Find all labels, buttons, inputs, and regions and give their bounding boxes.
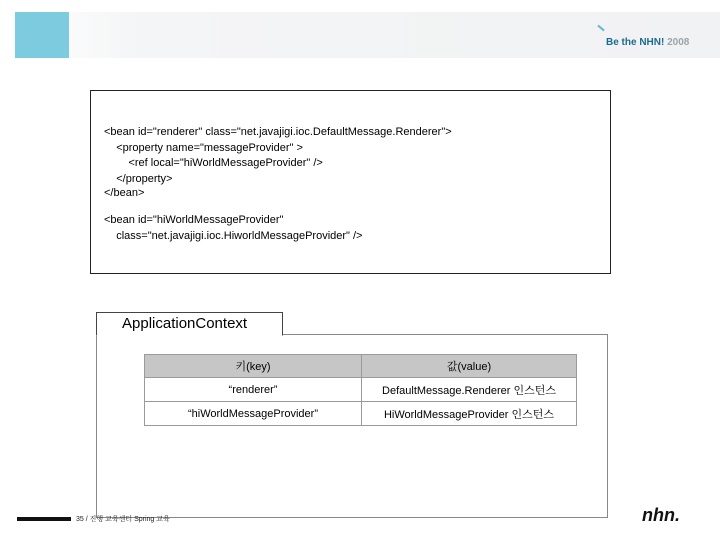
slogan-year: 2008 [667,37,690,48]
value-column-header: 값(value) [362,355,577,378]
code-line: <bean id="hiWorldMessageProvider" [104,214,284,226]
value-cell: HiWorldMessageProvider 인스턴스 [362,402,577,426]
xml-config-box [90,90,611,274]
slogan-main: Be the NHN! [606,37,665,48]
value-cell: DefaultMessage.Renderer 인스턴스 [362,378,577,402]
slogan [606,37,689,48]
code-line: </bean> [104,187,145,199]
application-context-title: ApplicationContext [96,312,283,336]
code-line: <ref local="hiWorldMessageProvider" /> [104,157,323,169]
code-line: class="net.javajigi.ioc.HiworldMessageProvider" /> [104,230,363,242]
header-band [0,12,720,58]
nhn-logo: nhn. [642,505,680,525]
key-value-table [144,354,577,426]
table-row [145,402,577,426]
brand-square [15,12,69,58]
key-column-header: 키(key) [145,355,362,378]
code-line: <bean id="renderer" class="net.javajigi.ioc.DefaultMessage.Renderer"> [104,126,452,138]
footer-page-text: 35 / 진행 교육센터 Spring 교육 [76,516,170,523]
table-row [145,378,577,402]
code-line: </property> [104,173,173,185]
key-cell: “renderer” [145,378,362,402]
key-cell: “hiWorldMessageProvider” [145,402,362,426]
footer-bar [17,517,71,521]
table-header-row [145,355,577,378]
code-line: <property name="messageProvider" > [104,142,303,154]
